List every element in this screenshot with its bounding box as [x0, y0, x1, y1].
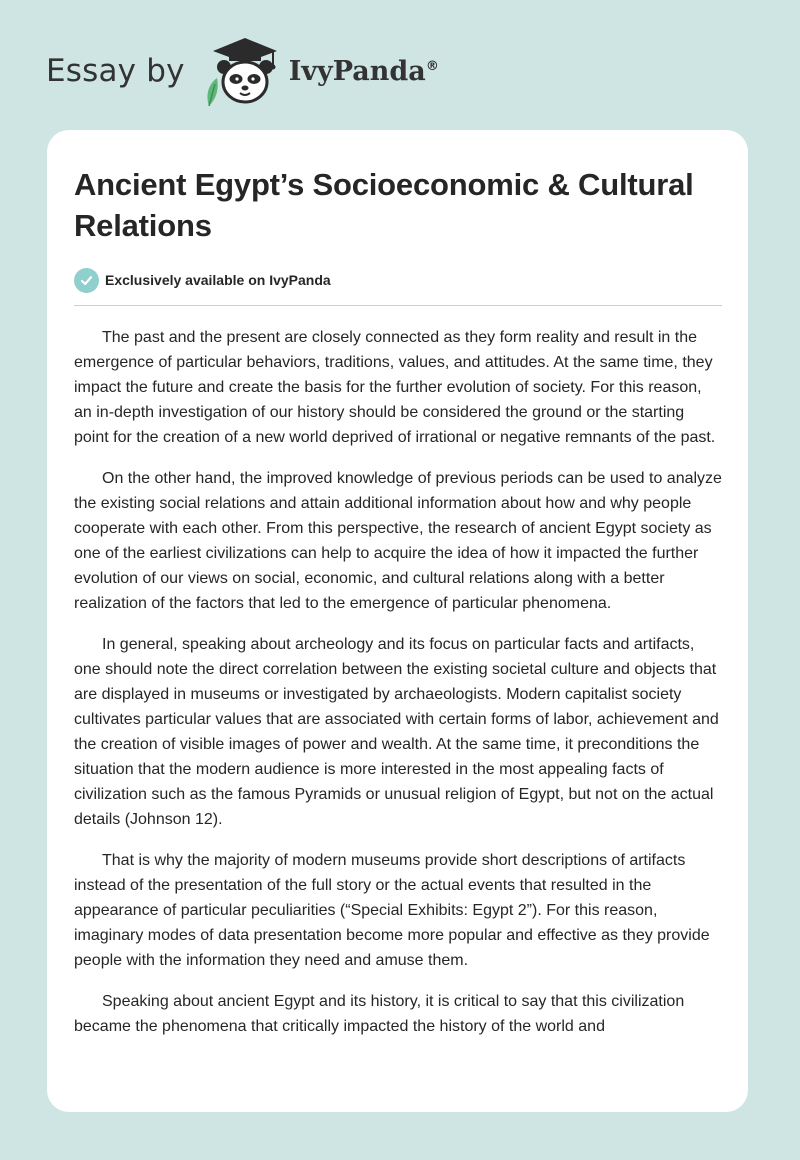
title-divider	[74, 305, 722, 306]
exclusive-badge-text: Exclusively available on IvyPanda	[105, 272, 331, 288]
registered-mark: ®	[425, 58, 439, 74]
essay-card	[47, 130, 748, 1112]
paragraph: The past and the present are closely connected as they form reality and result in the emergence of particular behaviors, traditions, values, and attitudes. At the same time, they impact the future and create the basis for the further evolution of society. For this reason, an in-depth investigation of our history should be considered the ground or the starting point for the creation of a new world deprived of irrational or negative remnants of the past.	[74, 329, 716, 446]
panda-graduate-logo-icon[interactable]	[199, 34, 287, 108]
essay-body	[74, 325, 722, 1039]
check-circle-icon	[74, 268, 99, 293]
paragraph: On the other hand, the improved knowledge of previous periods can be used to analyze the existing social relations and attain additional information about how and why people cooperate with each other. From this perspective, the research of ancient Egypt society as one of the earliest civilizations can help to acquire the idea of how it impacted the further evolution of our views on social, economic, and cultural relations along with a better realization of the factors that led to the emergence of particular phenomena.	[74, 470, 722, 612]
paragraph: In general, speaking about archeology and its focus on particular facts and artifacts, one should note the direct correlation between the existing societal culture and objects that are displayed in museums or investigated by archaeologists. Modern capitalist society cultivates particular values that are associated with certain forms of labor, achievement and the creation of visible images of power and wealth. At the same time, it preconditions the situation that the modern audience is more interested in the most appealing facts of civilization such as the famous Pyramids or unusual religion of Egypt, but not on the actual details (Johnson 12).	[74, 636, 719, 828]
paragraph: Speaking about ancient Egypt and its history, it is critical to say that this civilization became the phenomena that critically impacted the history of the world and	[74, 993, 685, 1035]
paragraph: That is why the majority of modern museums provide short descriptions of artifacts instead of the presentation of the full story or the actual events that resulted in the appearance of particular peculiarities (“Special Exhibits: Egypt 2”). For this reason, imaginary modes of data presentation become more popular and effective as they provide people with the information they need and amuse them.	[74, 852, 710, 969]
essay-title: Ancient Egypt’s Socioeconomic & Cultural Relations	[74, 167, 694, 243]
site-header	[46, 34, 439, 108]
brand-prefix: Essay by	[46, 53, 185, 89]
exclusive-badge	[74, 266, 722, 294]
brand-name: IvyPanda®	[288, 55, 439, 87]
